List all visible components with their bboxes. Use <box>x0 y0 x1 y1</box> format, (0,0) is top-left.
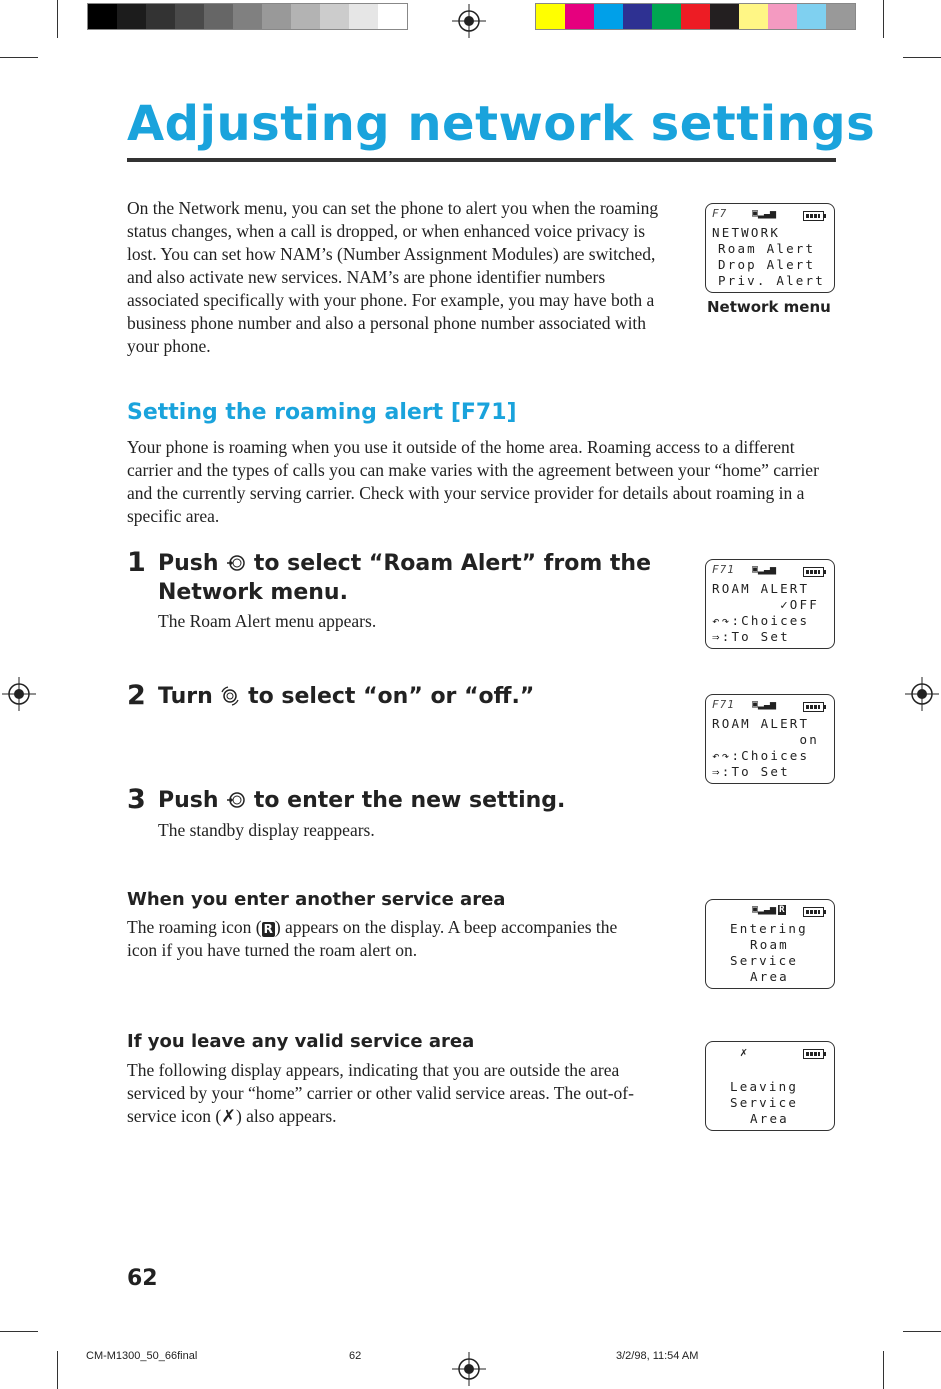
lcd-row: ROAM ALERT <box>712 581 810 596</box>
lcd-row: Leaving <box>730 1079 799 1094</box>
color-bar <box>535 3 856 30</box>
footer-page: 62 <box>349 1350 362 1362</box>
lcd-row: ROAM ALERT <box>712 716 810 731</box>
battery-icon <box>803 907 824 917</box>
lcd-row <box>712 764 790 779</box>
step-text: to enter the new setting. <box>253 788 566 813</box>
lcd-row: ✓OFF <box>712 597 819 612</box>
battery-icon <box>803 1049 824 1059</box>
step-description: The standby display reappears. <box>158 820 375 840</box>
subheading-enter-area: When you enter another service area <box>127 889 506 910</box>
crop-mark <box>57 0 58 38</box>
step-number: 2 <box>127 680 146 711</box>
grayscale-bar <box>87 3 408 30</box>
step-verb: Push <box>158 788 219 813</box>
lcd-row: on <box>712 732 819 747</box>
dial-icon: ↶↷ <box>712 748 732 763</box>
out-of-service-icon: ✗ <box>221 1107 236 1127</box>
lcd-row: Entering <box>730 921 808 936</box>
signal-icon: ▣▂▃▅ <box>752 699 777 710</box>
push-arrow-icon: ⇒ <box>712 629 722 644</box>
battery-icon <box>803 567 824 577</box>
network-menu-display <box>705 203 835 293</box>
battery-icon <box>803 702 824 712</box>
signal-icon: ▣▂▃▅ <box>752 208 777 219</box>
jog-dial-turn-icon <box>220 686 240 706</box>
crop-mark <box>0 1331 38 1332</box>
lcd-row: Service <box>730 1095 799 1110</box>
lcd-text: :To Set <box>721 629 790 644</box>
section-body: Your phone is roaming when you use it outside of the home area. Roaming access to a different carrier and the types of calls you can make varies with the agreement between your “home” carrier and the currently serving carrier. Check with your service provider for details about roaming in a specific area. <box>127 437 819 526</box>
lcd-row <box>712 613 809 628</box>
registration-target-icon <box>452 1352 486 1386</box>
step-verb: Turn <box>158 684 213 709</box>
function-code: F71 <box>712 698 735 711</box>
section-heading: Setting the roaming alert [F71] <box>127 400 517 425</box>
step-text: to select “Roam Alert” from the <box>253 551 652 576</box>
registration-target-icon <box>905 677 939 711</box>
step-description: The Roam Alert menu appears. <box>158 611 377 631</box>
page-title: Adjusting network settings <box>127 96 876 152</box>
footer-filename: CM-M1300_50_66final <box>86 1350 198 1362</box>
intro-paragraph: On the Network menu, you can set the phone to alert you when the roaming status changes, when a call is dropped, or when enhanced voice privacy is lost. You can set how NAM’s (Number Assignment Modules) are switched, and also activate new services. NAM’s are phone identifier numbers associated specifically with your phone. For example, you may have both a business phone number and also a personal phone number associated with your phone. <box>127 198 659 356</box>
body-text: The following display appears, indicating that you are outside the area serviced by your “home” carrier or other valid service areas. The out-of-service icon ( <box>127 1060 634 1126</box>
lcd-row: Area <box>750 969 789 984</box>
subheading-leave-area: If you leave any valid service area <box>127 1031 475 1052</box>
step-heading <box>158 682 658 711</box>
signal-icon: ▣▂▃▅ <box>752 564 777 575</box>
lcd-text: :Choices <box>731 613 810 628</box>
step-heading <box>158 549 658 607</box>
crop-mark <box>57 1351 58 1389</box>
lcd-row: Roam Alert <box>718 241 816 256</box>
body-text: ) also appears. <box>235 1106 337 1126</box>
crop-mark <box>903 1331 941 1332</box>
crop-mark <box>883 0 884 38</box>
entering-roam-display <box>705 899 835 989</box>
signal-icon: ▣▂▃▅ R <box>752 904 785 915</box>
lcd-row: Priv. Alert <box>718 273 825 288</box>
step-text-line2: Network menu. <box>158 580 348 605</box>
crop-mark <box>883 1351 884 1389</box>
lcd-row: NETWORK <box>712 225 781 240</box>
body-text: ) appears on the display. A beep accompanies the icon if you have turned the roam alert on. <box>127 917 618 960</box>
step-number: 1 <box>127 547 146 578</box>
step-number: 3 <box>127 784 146 815</box>
lcd-row <box>712 748 809 763</box>
lcd-text: :Choices <box>731 748 810 763</box>
push-arrow-icon: ⇒ <box>712 764 722 779</box>
crop-mark <box>0 57 38 58</box>
leave-area-body <box>127 1059 652 1129</box>
function-code: F71 <box>712 563 735 576</box>
page-number: 62 <box>127 1266 158 1291</box>
battery-icon <box>803 211 824 221</box>
registration-target-icon <box>452 4 486 38</box>
out-of-service-icon: ✗ <box>740 1045 748 1059</box>
step-heading <box>158 786 658 815</box>
jog-dial-push-icon <box>226 553 246 573</box>
lcd-row: Drop Alert <box>718 257 816 272</box>
crop-mark <box>903 57 941 58</box>
roaming-icon: R <box>779 905 785 915</box>
dial-icon: ↶↷ <box>712 613 732 628</box>
footer-date: 3/2/98, 11:54 AM <box>616 1350 699 1362</box>
roam-alert-off-display <box>705 559 835 649</box>
jog-dial-push-icon <box>226 790 246 810</box>
lcd-text: :To Set <box>721 764 790 779</box>
lcd-row <box>712 629 790 644</box>
lcd-row: Service <box>730 953 799 968</box>
enter-area-body <box>127 916 627 962</box>
function-code: F7 <box>712 207 728 220</box>
title-rule <box>127 158 836 162</box>
body-text: The roaming icon ( <box>127 917 262 937</box>
lcd-row: Area <box>750 1111 789 1126</box>
network-menu-caption: Network menu <box>707 298 831 316</box>
step-verb: Push <box>158 551 219 576</box>
roaming-icon: R <box>263 922 273 936</box>
lcd-row: Roam <box>750 937 789 952</box>
leaving-service-display <box>705 1041 835 1131</box>
step-text: to select “on” or “off.” <box>248 684 535 709</box>
roam-alert-on-display <box>705 694 835 784</box>
registration-target-icon <box>2 677 36 711</box>
